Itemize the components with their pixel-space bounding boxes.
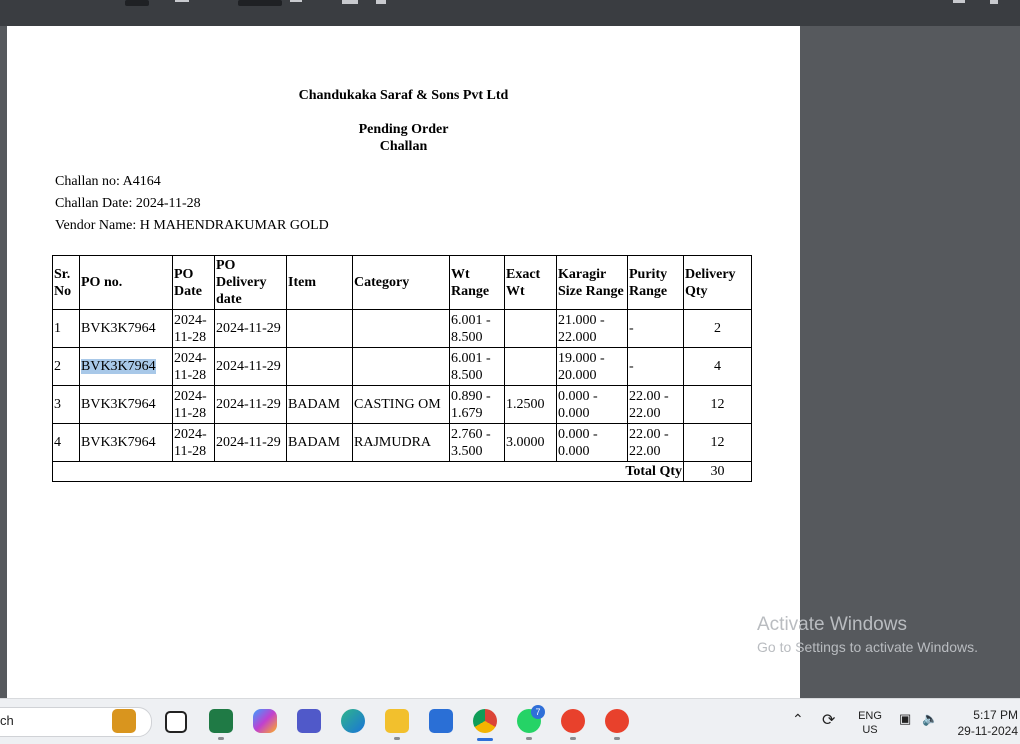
cell-purity-range: -: [628, 348, 684, 386]
header-po-no: PO no.: [80, 256, 173, 310]
toolbar-separator: [175, 0, 189, 2]
teams-icon[interactable]: [297, 709, 321, 733]
cell-item: [287, 310, 353, 348]
cell-item: BADAM: [287, 386, 353, 424]
edge-icon[interactable]: [341, 709, 365, 733]
company-name: Chandukaka Saraf & Sons Pvt Ltd: [298, 88, 509, 103]
wps-running-indicator: [570, 737, 576, 740]
chrome-icon[interactable]: [473, 709, 497, 733]
toolbar-button[interactable]: [238, 0, 282, 6]
toolbar-button[interactable]: [125, 0, 149, 6]
close-icon[interactable]: [990, 0, 998, 4]
excel-running-indicator: [218, 737, 224, 740]
chevron-up-icon[interactable]: ⌃: [792, 711, 804, 727]
header-purity-range: Purity Range: [628, 256, 684, 310]
challan-table: [52, 255, 752, 482]
cell-purity-range: 22.00 - 22.00: [628, 386, 684, 424]
cell-sr-no: 2: [53, 348, 80, 386]
watermark-line1: Activate Windows: [757, 614, 907, 635]
store-icon[interactable]: [429, 709, 453, 733]
cell-sr-no: 3: [53, 386, 80, 424]
cell-purity-range: -: [628, 310, 684, 348]
header-wt-range: Wt Range: [450, 256, 505, 310]
task-view-icon[interactable]: [165, 711, 187, 733]
cell-karagir-size-range: 21.000 - 22.000: [557, 310, 628, 348]
cell-delivery-qty: 12: [684, 424, 752, 462]
total-qty-label: Total Qty: [53, 462, 684, 482]
cell-po-delivery-date: 2024-11-29: [215, 386, 287, 424]
wps-office-icon[interactable]: [561, 709, 585, 733]
cell-po-date: 2024-11-28: [173, 348, 215, 386]
language-code: ENG: [858, 710, 882, 722]
clock-date: 29-11-2024: [957, 724, 1018, 738]
taskbar: [0, 698, 1020, 744]
cell-wt-range: 2.760 - 3.500: [450, 424, 505, 462]
cell-wt-range: 0.890 - 1.679: [450, 386, 505, 424]
cell-wt-range: 6.001 - 8.500: [450, 348, 505, 386]
cell-exact-wt: 3.0000: [505, 424, 557, 462]
cell-delivery-qty: 4: [684, 348, 752, 386]
cell-exact-wt: 1.2500: [505, 386, 557, 424]
cell-po-delivery-date: 2024-11-29: [215, 310, 287, 348]
whatsapp-notification-badge: 7: [531, 705, 545, 719]
cell-po-date: 2024-11-28: [173, 386, 215, 424]
cell-sr-no: 1: [53, 310, 80, 348]
header-po-delivery-date: PO Delivery date: [215, 256, 287, 310]
minimize-icon[interactable]: [953, 0, 965, 3]
briefcase-icon[interactable]: [112, 709, 136, 733]
chrome-active-indicator: [477, 738, 493, 741]
file-explorer-icon[interactable]: [385, 709, 409, 733]
cell-sr-no: 4: [53, 424, 80, 462]
cell-category: [353, 348, 450, 386]
cell-wt-range: 6.001 - 8.500: [450, 310, 505, 348]
wps-writer-running-indicator: [614, 737, 620, 740]
print-icon[interactable]: [342, 0, 358, 4]
keyboard-region: US: [862, 724, 878, 736]
cell-po-no[interactable]: BVK3K7964: [80, 424, 173, 462]
total-qty-value: 30: [684, 462, 752, 482]
header-sr-no: Sr. No: [53, 256, 80, 310]
table-header-row: [53, 256, 752, 310]
cell-purity-range: 22.00 - 22.00: [628, 424, 684, 462]
clock[interactable]: [950, 707, 1020, 739]
selected-text-highlight[interactable]: BVK3K7964: [81, 359, 156, 374]
sync-icon[interactable]: ⟳: [822, 712, 836, 729]
cell-exact-wt: [505, 310, 557, 348]
toolbar-separator: [290, 0, 302, 2]
viewer-toolbar: [0, 0, 1020, 26]
table-total-row: [53, 462, 752, 482]
volume-icon[interactable]: 🔈: [922, 711, 939, 726]
cell-delivery-qty: 2: [684, 310, 752, 348]
challan-date: Challan Date: 2024-11-28: [55, 196, 201, 211]
cell-karagir-size-range: 0.000 - 0.000: [557, 386, 628, 424]
pdf-page: [7, 26, 800, 698]
whatsapp-running-indicator: [526, 737, 532, 740]
cell-po-delivery-date: 2024-11-29: [215, 348, 287, 386]
document-title-line1: Pending Order: [358, 122, 449, 137]
cell-po-date: 2024-11-28: [173, 310, 215, 348]
cell-po-date: 2024-11-28: [173, 424, 215, 462]
clock-time: 5:17 PM: [973, 708, 1018, 722]
table-row: [53, 310, 752, 348]
cell-category: CASTING OM: [353, 386, 450, 424]
table-row: [53, 424, 752, 462]
activate-windows-watermark: [757, 614, 978, 655]
taskbar-search-text[interactable]: ch: [0, 713, 14, 728]
cell-po-no[interactable]: BVK3K7964: [80, 310, 173, 348]
cell-category: RAJMUDRA: [353, 424, 450, 462]
header-karagir-size-range: Karagir Size Range: [557, 256, 628, 310]
language-indicator[interactable]: [852, 709, 888, 737]
table-row: [53, 386, 752, 424]
header-po-date: PO Date: [173, 256, 215, 310]
table-row: [53, 348, 752, 386]
document-title: [7, 121, 800, 155]
watermark-line2: Go to Settings to activate Windows.: [757, 639, 978, 655]
rotate-icon[interactable]: [376, 0, 386, 4]
excel-icon[interactable]: [209, 709, 233, 733]
challan-number: Challan no: A4164: [55, 174, 161, 189]
cell-exact-wt: [505, 348, 557, 386]
cell-po-no[interactable]: [80, 348, 173, 386]
wps-writer-icon[interactable]: [605, 709, 629, 733]
header-delivery-qty: Delivery Qty: [684, 256, 752, 310]
vendor-name: Vendor Name: H MAHENDRAKUMAR GOLD: [55, 218, 329, 233]
cell-karagir-size-range: 0.000 - 0.000: [557, 424, 628, 462]
header-category: Category: [353, 256, 450, 310]
cell-item: [287, 348, 353, 386]
network-icon[interactable]: ▣: [899, 711, 912, 726]
cell-category: [353, 310, 450, 348]
header-item: Item: [287, 256, 353, 310]
cell-karagir-size-range: 19.000 - 20.000: [557, 348, 628, 386]
explorer-running-indicator: [394, 737, 400, 740]
cell-delivery-qty: 12: [684, 386, 752, 424]
copilot-icon[interactable]: [253, 709, 277, 733]
document-title-line2: Challan: [379, 139, 428, 154]
header-exact-wt: Exact Wt: [505, 256, 557, 310]
cell-po-delivery-date: 2024-11-29: [215, 424, 287, 462]
cell-item: BADAM: [287, 424, 353, 462]
cell-po-no[interactable]: BVK3K7964: [80, 386, 173, 424]
